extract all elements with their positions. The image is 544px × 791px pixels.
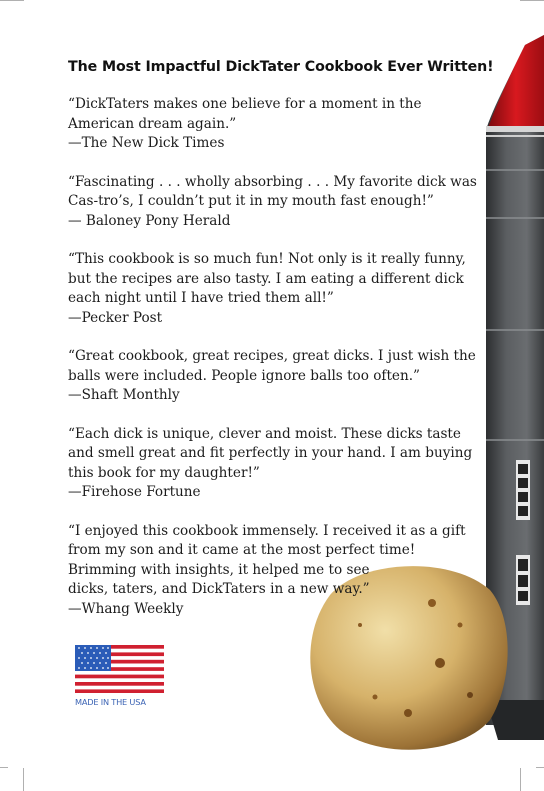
review-source: —Pecker Post	[68, 309, 163, 326]
review-source: —Firehose Fortune	[68, 484, 201, 500]
review-quote: “DickTaters makes one believe for a moment in the American dream again.”	[68, 96, 422, 132]
review-quote: “I enjoyed this cookbook immensely. I received it as a gift from my son and it came at the most perfect time! Brimming with insights, it helped me to see dicks, taters, and DickTaters in a new way.”	[68, 522, 466, 597]
page-heading: The Most Impactful DickTater Cookbook Ever Written!	[68, 59, 494, 75]
review-item	[68, 173, 488, 232]
review-quote: “Each dick is unique, clever and moist. These dicks taste and smell great and fit perfectly in your hand. I am buying this book for my daughter!”	[68, 425, 473, 481]
made-in-usa-label: MADE IN THE USA	[75, 697, 146, 707]
review-quote: “Fascinating . . . wholly absorbing . . . My favorite dick was Cas-tro’s, I couldn’t put it in my mouth fast enough!”	[68, 173, 477, 209]
review-source: —The New Dick Times	[68, 135, 225, 151]
review-source: —Whang Weekly	[68, 600, 184, 617]
review-source: — Baloney Pony Herald	[68, 212, 231, 229]
review-item	[68, 425, 488, 503]
review-quote: “This cookbook is so much fun! Not only is it really funny, but the recipes are also tasty. I am eating a different dick each night until I have tried them all!”	[68, 251, 466, 306]
review-quote: “Great cookbook, great recipes, great dicks. I just wish the balls were included. People ignore balls too often.”	[68, 348, 476, 384]
review-item	[68, 250, 488, 328]
review-item	[68, 347, 488, 406]
us-flag-icon	[75, 645, 164, 693]
review-source: —Shaft Monthly	[68, 387, 180, 403]
review-list	[68, 95, 488, 638]
review-item	[68, 522, 488, 620]
review-item	[68, 95, 488, 154]
